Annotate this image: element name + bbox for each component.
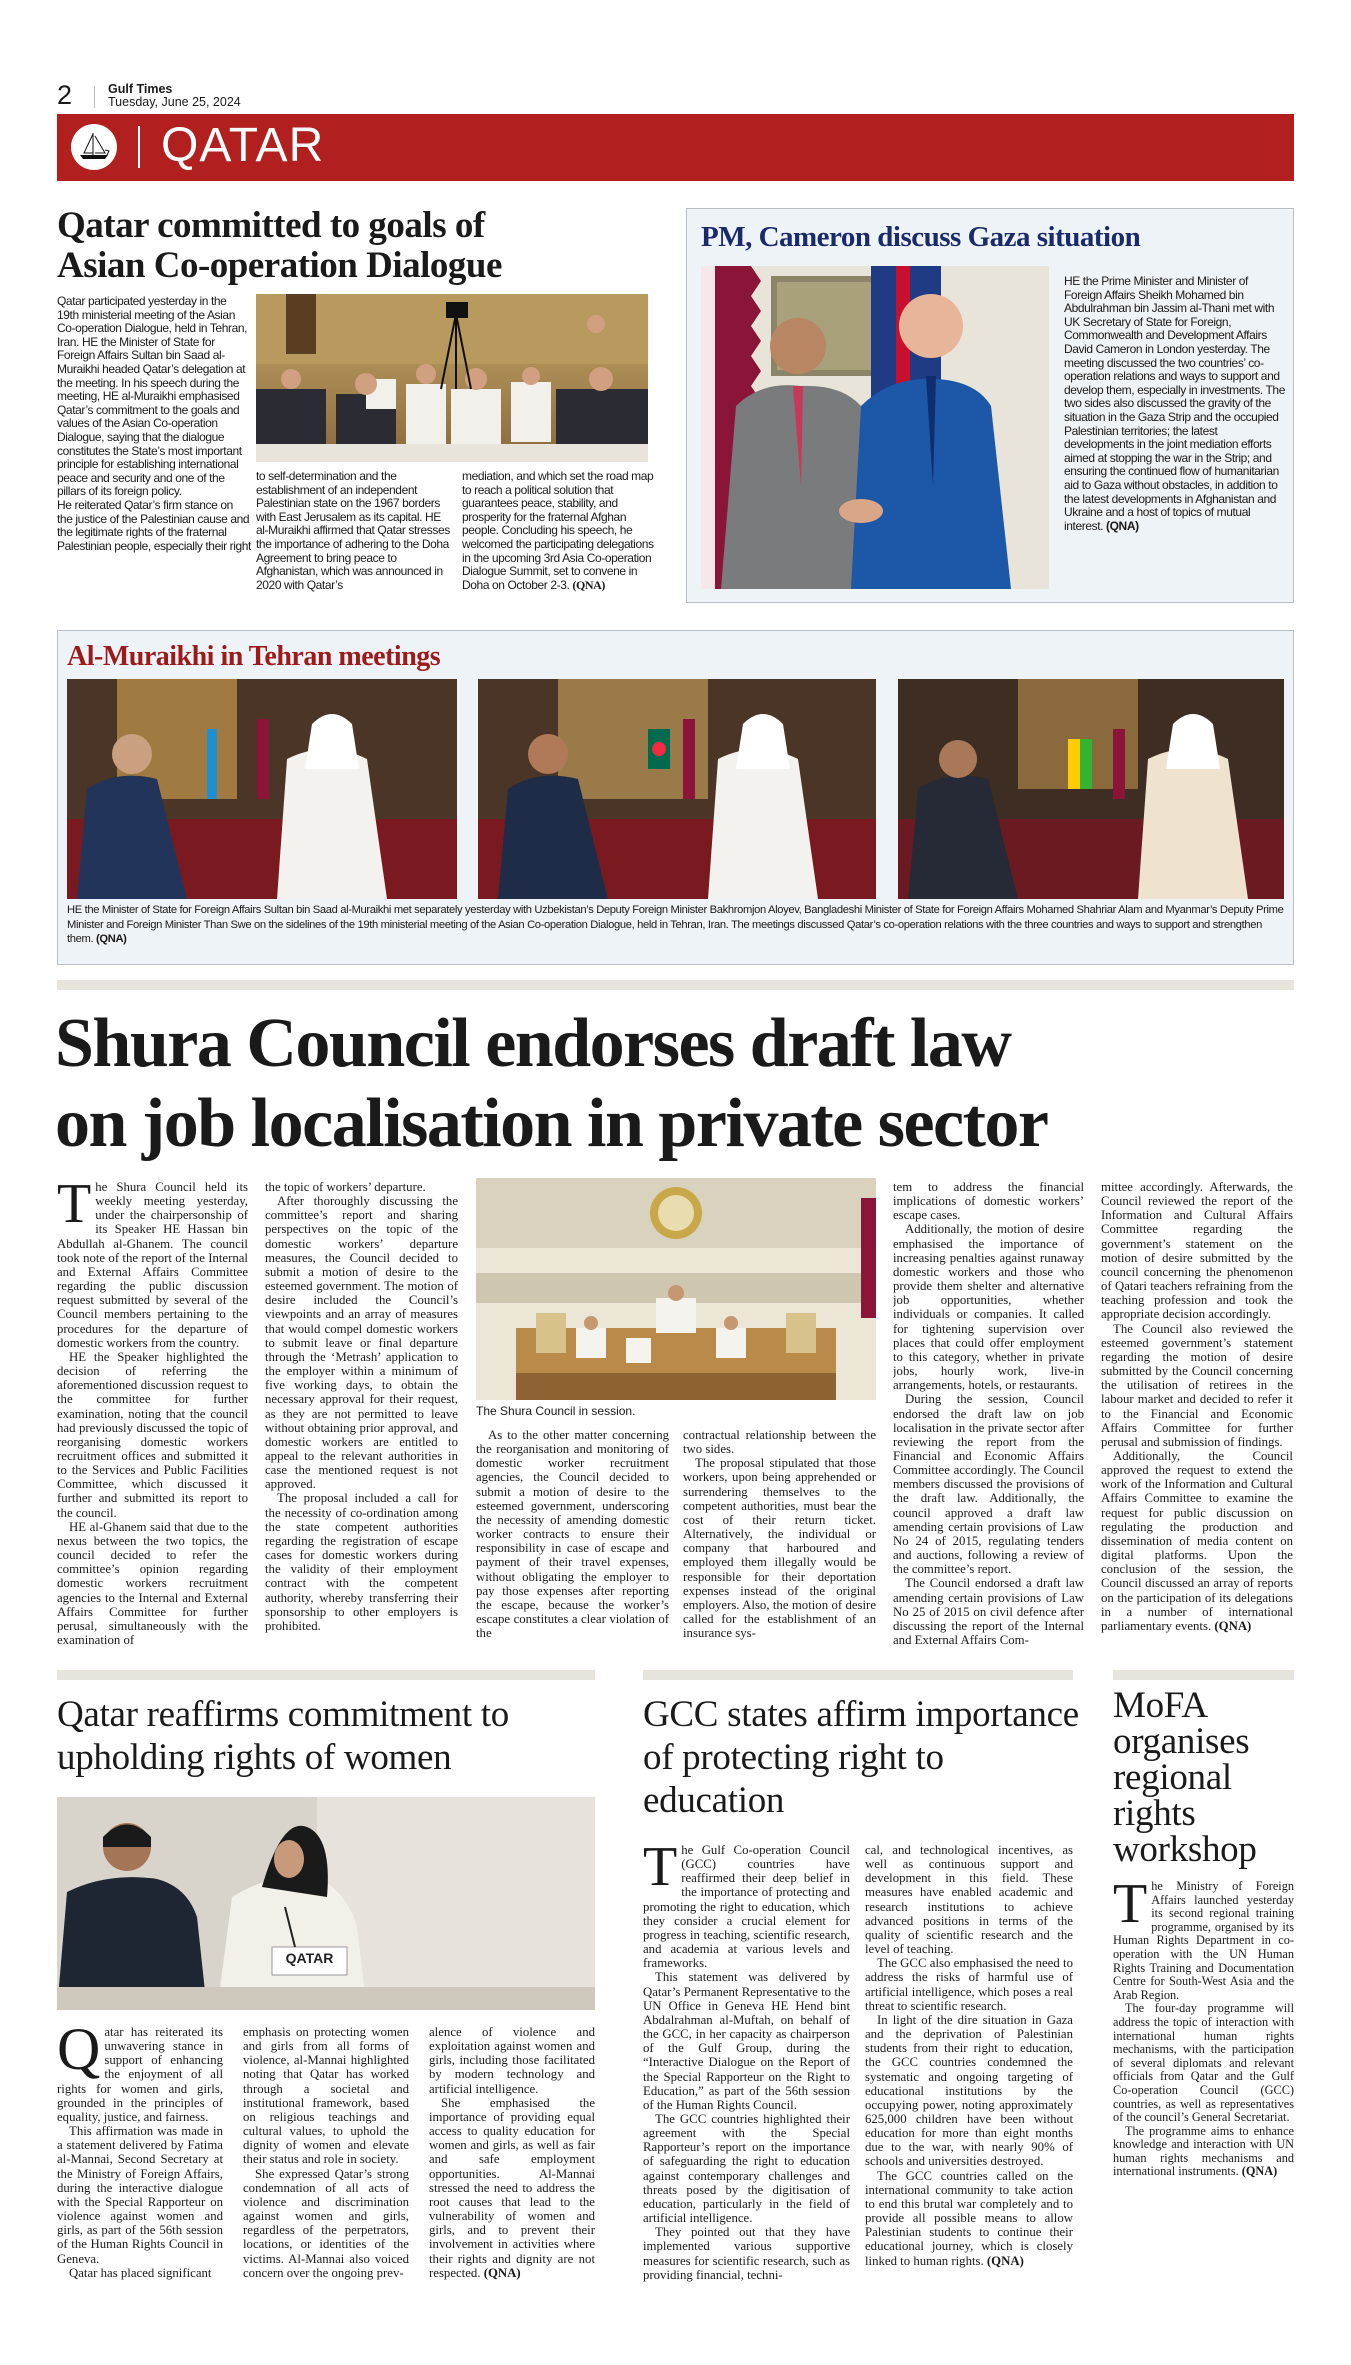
article-column bbox=[1113, 1880, 1294, 2340]
headline-line: on job localisation in private sector bbox=[55, 1085, 1048, 1162]
paragraph: The Council also reviewed the esteemed government’s statement regarding the motion of desire submitted by the Council concerning the utilisation of retirees in the labour market and decided to refer it to the Financial and Economic Affairs Committee for further perusal and submission of findings. bbox=[1101, 1321, 1293, 1449]
paragraph: They pointed out that they have implemented various supportive measures for scientific research, such as providing financial, techni- bbox=[643, 2225, 850, 2282]
paragraph: to self-determination and the establishment of an independent Palestinian state on the 1967 borders with East Jerusalem as its capital. HE al-Muraikhi affirmed that Qatar stresses the importance of adhering to the Doha Agreement to bring peace to Afghanistan, which was announced in 2020 with Qatar’s bbox=[256, 469, 450, 592]
page-number: 2 bbox=[57, 80, 73, 110]
article-column bbox=[57, 1180, 248, 1655]
paragraph: HE al-Ghanem said that due to the nexus between the two topics, the council decided to refer the committee’s opinion regarding domestic workers recruitment agencies to the Internal and External Affairs Committee for further perusal, simultaneously with the examination of bbox=[57, 1519, 248, 1647]
paragraph: Qatar has placed significant bbox=[69, 2265, 212, 2280]
article-column bbox=[1101, 1180, 1293, 1655]
paragraph: During the session, Council endorsed the draft law on job localisation in the private sector after reviewing the report from the Financial and Economic Affairs Committee accordingly. The Council members discussed the provisions of the draft law. Additionally, the council approved a draft law amending certain provisions of Law No 24 of 2015, regulating tenders and auctions, following a review of the committee’s report. bbox=[893, 1392, 1084, 1577]
article-column bbox=[462, 470, 658, 592]
paragraph: As to the other matter concerning the reorganisation and monitoring of domestic worker recruitment agencies, the Council decided to submit a motion of desire to the esteemed government, underscoring the necessity of amending domestic worker contracts to ensure their responsibility in case of escape and payment of their travel expenses, without obligating the employer to pay those expenses after reporting the escape, because the worker’s escape constitutes a clear violation of the bbox=[476, 1428, 669, 1641]
lead-headline bbox=[55, 1004, 1305, 1164]
section-rule bbox=[1113, 1670, 1294, 1680]
article-column bbox=[476, 1428, 669, 1658]
paragraph: The GCC countries called on the international community to take action to end this brutal war completely and to provide all possible means to allow Palestinian students to continue their educational journey, which is closely linked to human rights. bbox=[865, 2168, 1073, 2268]
divider bbox=[138, 126, 140, 168]
paragraph: The proposal included a call for the necessity of co-ordination among the state competent authorities regarding the registration of escape cases for domestic workers during the validity of their employment contract with the competent authority, whereby transferring their sponsorship to other employers is prohibited. bbox=[265, 1491, 458, 1633]
drop-cap: T bbox=[1113, 1880, 1148, 1935]
article-headline: MoFA organises regional rights workshop bbox=[1113, 1685, 1257, 1870]
dhow-logo-icon bbox=[71, 124, 117, 170]
masthead bbox=[108, 83, 241, 109]
paragraph: In light of the dire situation in Gaza and the deprivation of Palestinian students from their right to education, the GCC countries condemned the systematic and ongoing targeting of educational institutions by the occupying power, noting approximately 625,000 children have been without education for more than eight months due to the war, with nearly 90% of schools and universities destroyed. bbox=[865, 2012, 1073, 2169]
article-headline: Qatar reaffirms commitment to upholding rights of women bbox=[57, 1694, 509, 1778]
drop-cap: Q bbox=[57, 2025, 101, 2082]
credit: (QNA) bbox=[96, 933, 127, 945]
gaza-story-box bbox=[686, 208, 1294, 603]
uzbekistan-meeting-photo bbox=[67, 679, 457, 899]
article-column bbox=[57, 295, 251, 553]
paragraph: She expressed Qatar’s strong condemnation of all acts of violence and discrimination against women and girls, regardless of the perpetrators, locations, or identities of the victims. Al-Mannai also voiced concern over the ongoing prev- bbox=[243, 2166, 409, 2280]
paragraph: mittee accordingly. Afterwards, the Council reviewed the report of the Information and Cultural Affairs Committee regarding the government’s statement on the motion of desire submitted by the council concerning the phenomenon of Qatari teachers refraining from the teaching profession and took the appropriate decision accordingly. bbox=[1101, 1180, 1293, 1322]
article-headline: PM, Cameron discuss Gaza situation bbox=[701, 221, 1141, 253]
article-headline: GCC states affirm importance of protecting right to education bbox=[643, 1694, 1079, 1821]
photo-caption: The Shura Council in session. bbox=[476, 1404, 636, 1418]
paragraph: emphasis on protecting women and girls from all forms of violence, al-Mannai highlighted noting that Qatar has worked through a societal and institutional framework, based on religious teachings and cultural values, to uphold the dignity of women and elevate their status and role in society. bbox=[243, 2025, 409, 2167]
paragraph: HE the Prime Minister and Minister of Foreign Affairs Sheikh Mohamed bin Abdulrahman bin Jassim al-Thani met with UK Secretary of State for Foreign, Commonwealth and Development Affairs David Cameron in London yesterday. The meeting discussed the two countries’ co-operation relations and ways to support and develop them, especially in investments. The two sides also discussed the gravity of the situation in the Gaza Strip and the occupied Palestinian territories; the latest developments in the joint mediation efforts aimed at stopping the war in the Strip; and ensuring the continued flow of humanitarian aid to Gaza without obstacles, in addition to the latest developments in Afghanistan and Ukraine and a host of topics of mutual interest. bbox=[1064, 274, 1285, 533]
headline-line: Qatar committed to goals of bbox=[57, 205, 485, 246]
paragraph: The programme aims to enhance knowledge and interaction with UN human rights mechanisms and international instruments. bbox=[1113, 2123, 1294, 2179]
divider bbox=[94, 86, 95, 108]
tehran-story-box bbox=[57, 630, 1294, 965]
section-title: QATAR bbox=[161, 119, 325, 172]
article-column bbox=[893, 1180, 1084, 1655]
article-text bbox=[1064, 275, 1288, 533]
paragraph: The GCC also emphasised the need to address the risks of harmful use of artificial intelligence, which poses a real threat to scientific research. bbox=[865, 1956, 1073, 2013]
paragraph: tem to address the financial implications of domestic workers’ escape cases. bbox=[893, 1180, 1084, 1223]
paragraph: atar has reiterated its unwavering stance in support of enhancing the enjoyment of all rights for women and girls, grounded in the principles of equality, justice, and fairness. bbox=[57, 2025, 223, 2124]
credit: (QNA) bbox=[986, 2253, 1024, 2268]
article-column bbox=[57, 2025, 223, 2325]
article-column bbox=[256, 470, 450, 592]
article-column bbox=[243, 2025, 409, 2325]
article-column bbox=[683, 1428, 876, 1658]
paragraph: cal, and technological incentives, as well as continuous support and development in this field. These measures have enabled academic and research institutions to achieve advanced positions in terms of the quality of scientific research and the level of teaching. bbox=[865, 1843, 1073, 1957]
article-column bbox=[429, 2025, 595, 2325]
paragraph: alence of violence and exploitation against women and girls, including those facilitated by modern technology and artificial intelligence. bbox=[429, 2025, 595, 2096]
myanmar-meeting-photo bbox=[898, 679, 1284, 899]
paragraph: The proposal stipulated that those workers, upon being apprehended or surrendering themselves to the competent authorities, must bear the cost of their return ticket. Alternatively, the individual or company that harboured and employed them illegally would be responsible for their deportation expenses instead of the original employers. Also, the motion of desire called for the establishment of an insurance sys- bbox=[683, 1456, 876, 1641]
photo-caption bbox=[67, 903, 1289, 947]
paragraph: The Council endorsed a draft law amending certain provisions of Law No 25 of 2015 on civil defence after discussing the report of the Internal and External Affairs Com- bbox=[893, 1576, 1084, 1647]
article-column bbox=[865, 1843, 1073, 2313]
paragraph: Additionally, the motion of desire emphasised the importance of increasing penalties against runaway domestic workers and those who provide them shelter and alternative job opportunities, whether individuals or companies. It called for tightening supervision over places that could offer employment to this category, whether in private jobs, hourly work, live-in arrangements, hotels, or restaurants. bbox=[893, 1222, 1084, 1393]
paragraph: After thoroughly discussing the committee’s report and sharing perspectives on the topic of the domestic workers’ departure measures, the Council decided to submit a motion of desire to the esteemed government. The motion of desire included the Council’s viewpoints and an array of measures that would compel domestic workers to submit leave or final departure through the ‘Metrash’ application to the employer within a minimum of five working days, to obtain the necessary approval for their request, as they are not permitted to leave without obtaining prior approval, and domestic workers are entitled to appeal to the relevant authorities in case the mentioned request is not approved. bbox=[265, 1194, 458, 1492]
article-column bbox=[643, 1843, 850, 2313]
article-column bbox=[265, 1180, 458, 1655]
paragraph: She emphasised the importance of providing equal access to quality education for women and girls, as well as fair and safe employment opportunities. Al-Mannai stressed the need to address the root causes that lead to the vulnerability of women and girls, and to prevent their involvement in activities where their rights and dignity are not respected. bbox=[429, 2095, 595, 2280]
paragraph: he Ministry of Foreign Affairs launched yesterday its second regional training programme, organised by its Human Rights Department in co-operation with the UN Human Rights Training and Documentation Centre for South-West Asia and the Arab Region. bbox=[1113, 1880, 1294, 2002]
un-session-photo bbox=[57, 1797, 595, 2010]
section-rule bbox=[57, 980, 1294, 990]
section-rule bbox=[643, 1670, 1073, 1680]
drop-cap: T bbox=[643, 1843, 678, 1898]
credit: (QNA) bbox=[483, 2265, 521, 2280]
paragraph: HE the Speaker highlighted the decision of referring the aforementioned discussion request to the committee for further examination, noting that the council had previously discussed the topic of reorganising domestic workers recruitment offices and submitted it to the Services and Public Facilities Committee, which discussed it further and submitted its report to the council. bbox=[57, 1349, 248, 1520]
paragraph: he Gulf Co-operation Council (GCC) countries have reaffirmed their deep belief in the importance of protecting and promoting the right to education, which they consider a crucial element for progress in teaching, scientific research, and academia at various levels and frameworks. bbox=[643, 1843, 850, 1971]
meeting-photo bbox=[256, 294, 648, 462]
paragraph: This statement was delivered by Qatar’s Permanent Representative to the UN Office in Geneva HE Hend bint Abdalrahman al-Muftah, on behalf of the GCC, in her capacity as chairperson of the Gulf Group, during the “Interactive Dialogue on the Report of the Special Rapporteur on the Right to Education,” as part of the 56th session of the Human Rights Council. bbox=[643, 1970, 850, 2112]
article-headline bbox=[57, 206, 657, 286]
issue-date: Tuesday, June 25, 2024 bbox=[108, 95, 241, 109]
headline-line: Asian Co-operation Dialogue bbox=[57, 245, 502, 286]
credit: (QNA) bbox=[1241, 2164, 1278, 2179]
paragraph: Additionally, the Council approved the request to extend the work of the Information and Cultural Affairs Committee to examine the request for public discussion on regulating the production and dissemination of media content on digital platforms. Upon the conclusion of the session, the Council discussed an array of reports on the participation of its delegations in a number of international parliamentary events. bbox=[1101, 1448, 1293, 1633]
credit: (QNA) bbox=[1214, 1618, 1252, 1633]
paragraph: mediation, and which set the road map to reach a political solution that guarantees peace, stability, and prosperity for the fraternal Afghan people. Concluding his speech, he welcomed the participating delegations in the upcoming 3rd Asia Co-operation Dialogue Summit, set to convene in Doha on October 2-3. bbox=[462, 469, 654, 592]
paragraph: He reiterated Qatar’s firm stance on the justice of the Palestinian cause and the legitimate rights of the fraternal Palestinian people, especially their right bbox=[57, 497, 251, 553]
pm-cameron-photo bbox=[701, 266, 1049, 589]
paragraph: The GCC countries highlighted their agreement with the Special Rapporteur’s report on the importance of safeguarding the right to education against contemporary challenges and threats posed by the digitisation of education, particularly in the field of artificial intelligence. bbox=[643, 2111, 850, 2226]
shura-session-photo bbox=[476, 1178, 876, 1400]
paragraph: The four-day programme will address the topic of interaction with international human rights mechanisms, with the participation of several diplomats and relevant officials from Qatar and the Gulf Co-operation Council (GCC) countries, as well as representatives of the council’s General Secretariat. bbox=[1113, 2001, 1294, 2125]
credit: (QNA) bbox=[1106, 518, 1139, 533]
paragraph: he Shura Council held its weekly meeting yesterday, under the chairpersonship of its Speaker HE Hassan bin Abdullah al-Ghanem. The council took note of the report of the Internal and External Affairs Committee regarding the public discussion request submitted by several of the Council members pertaining to the procedures for the departure of domestic workers from the country. bbox=[57, 1180, 248, 1350]
paper-name: Gulf Times bbox=[108, 82, 173, 96]
drop-cap: T bbox=[57, 1180, 92, 1235]
article-headline: Al-Muraikhi in Tehran meetings bbox=[67, 641, 441, 672]
paragraph: the topic of workers’ departure. bbox=[265, 1180, 426, 1194]
caption-text: HE the Minister of State for Foreign Affairs Sultan bin Saad al-Muraikhi met separately yesterday with Uzbekistan’s Deputy Foreign Minister Bakhromjon Aloyev, Bangladeshi Minister of State for Foreign Affairs Mohamed Shahriar Alam and Myanmar’s Deputy Prime Minister and Foreign Minister Than Swe on the sidelines of the 19th ministerial meeting of the Asian Co-operation Dialogue, held in Tehran, Iran. The meetings discussed Qatar’s co-operation relations with the three countries and ways to support and strengthen them. bbox=[67, 904, 1284, 945]
paragraph: contractual relationship between the two sides. bbox=[683, 1428, 876, 1457]
credit: (QNA) bbox=[572, 577, 606, 592]
nameplate: QATAR bbox=[285, 1950, 334, 1966]
headline-line: Shura Council endorses draft law bbox=[55, 1005, 1011, 1082]
section-rule bbox=[57, 1670, 595, 1680]
section-banner bbox=[57, 114, 1294, 181]
paragraph: This affirmation was made in a statement delivered by Fatima al-Mannai, Second Secretary at the Ministry of Foreign Affairs, during the interactive dialogue with the Special Rapporteur on violence against women and girls, as part of the 56th session of the Human Rights Council in Geneva. bbox=[57, 2124, 223, 2266]
paragraph: Qatar participated yesterday in the 19th ministerial meeting of the Asian Co-operation Dialogue, held in Tehran, Iran. HE the Minister of State for Foreign Affairs Sultan bin Saad al-Muraikhi headed Qatar’s delegation at the meeting. In his speech during the meeting, HE al-Muraikhi emphasised Qatar’s commitment to the goals and values of the Asian Co-operation Dialogue, saying that the dialogue constitutes the State’s most important principle for establishing international peace and security and one of the pillars of its foreign policy. bbox=[57, 294, 248, 499]
bangladesh-meeting-photo bbox=[478, 679, 876, 899]
